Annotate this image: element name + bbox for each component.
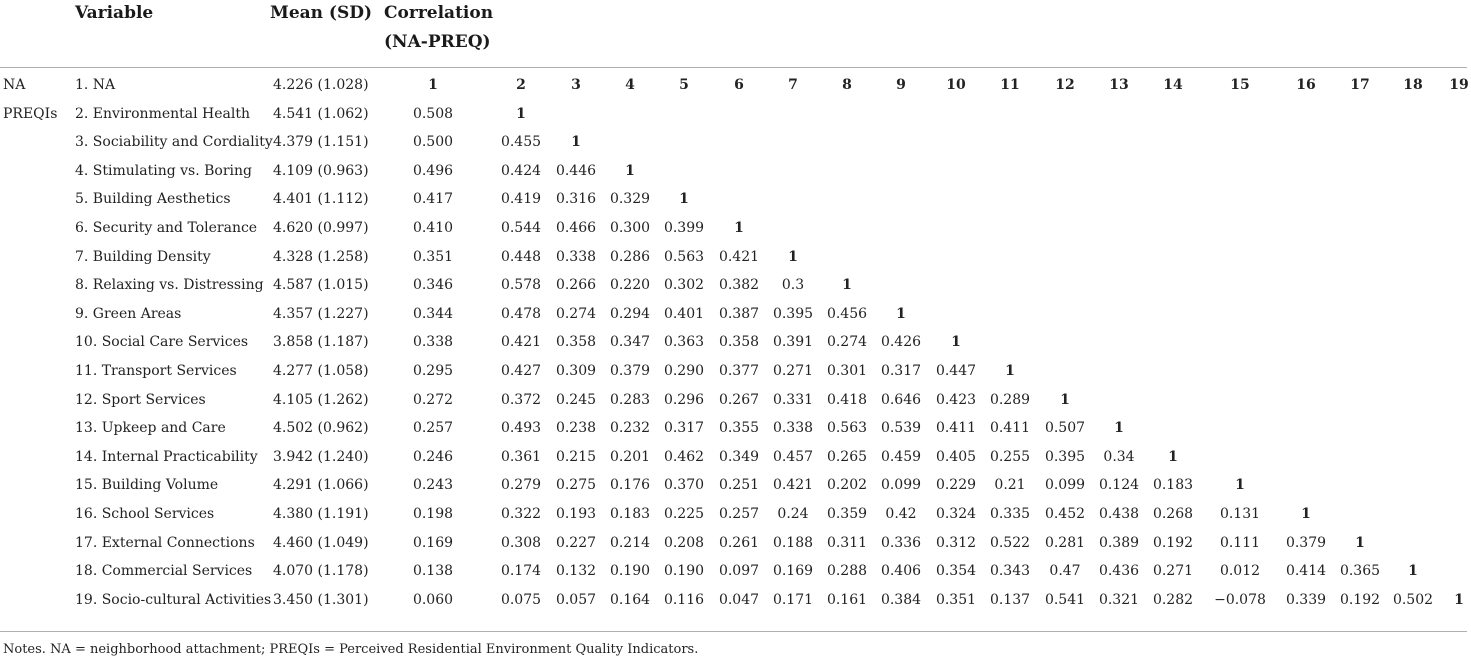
column-number: 11 <box>1000 77 1020 93</box>
correlation-value: 0.361 <box>500 449 542 465</box>
correlation-value: 0.401 <box>663 306 705 322</box>
correlation-value: 0.124 <box>1098 477 1140 493</box>
correlation-value: 0.229 <box>935 477 977 493</box>
row-mean-sd: 4.587 (1.015) <box>273 277 369 293</box>
column-number: 10 <box>946 77 966 93</box>
correlation-value: 0.316 <box>555 191 597 207</box>
row-mean-sd: 3.942 (1.240) <box>273 449 369 465</box>
row-mean-sd: 4.226 (1.028) <box>273 77 369 93</box>
correlation-value: 0.544 <box>500 220 542 236</box>
correlation-value: 0.417 <box>412 191 454 207</box>
correlation-value: 0.176 <box>609 477 651 493</box>
correlation-value: 0.272 <box>412 392 454 408</box>
row-variable-label: 13. Upkeep and Care <box>75 420 226 436</box>
correlation-value: 0.060 <box>412 592 454 608</box>
correlation-value: 0.395 <box>772 306 814 322</box>
correlation-value: 0.116 <box>663 592 705 608</box>
correlation-value: 0.289 <box>989 392 1031 408</box>
correlation-value: 0.220 <box>609 277 651 293</box>
correlation-value: 0.391 <box>772 334 814 350</box>
correlation-value: 0.275 <box>555 477 597 493</box>
column-number: 13 <box>1109 77 1129 93</box>
column-number: 16 <box>1296 77 1316 93</box>
row-variable-label: 17. External Connections <box>75 535 255 551</box>
correlation-value: 0.452 <box>1044 506 1086 522</box>
correlation-value: 0.418 <box>826 392 868 408</box>
correlation-value: 0.190 <box>609 563 651 579</box>
row-mean-sd: 3.450 (1.301) <box>273 592 369 608</box>
diagonal-value: 1 <box>1408 563 1418 579</box>
correlation-value: 0.411 <box>989 420 1031 436</box>
header-divider <box>0 67 1467 68</box>
correlation-value: 0.339 <box>1285 592 1327 608</box>
correlation-value: 0.372 <box>500 392 542 408</box>
correlation-value: 0.192 <box>1152 535 1194 551</box>
correlation-value: 0.336 <box>880 535 922 551</box>
correlation-value: 0.183 <box>1152 477 1194 493</box>
row-mean-sd: 4.357 (1.227) <box>273 306 369 322</box>
row-mean-sd: 4.460 (1.049) <box>273 535 369 551</box>
correlation-value: 0.427 <box>500 363 542 379</box>
row-variable-label: 11. Transport Services <box>75 363 237 379</box>
correlation-value: 0.312 <box>935 535 977 551</box>
correlation-value: 0.243 <box>412 477 454 493</box>
correlation-value: 0.329 <box>609 191 651 207</box>
correlation-value: 0.131 <box>1219 506 1261 522</box>
header-variable: Variable <box>75 3 154 23</box>
correlation-value: 0.281 <box>1044 535 1086 551</box>
diagonal-value: 1 <box>1235 477 1245 493</box>
correlation-value: 0.414 <box>1285 563 1327 579</box>
diagonal-value: 1 <box>516 106 526 122</box>
correlation-value: 0.365 <box>1339 563 1381 579</box>
correlation-value: 0.099 <box>880 477 922 493</box>
diagonal-value: 1 <box>1355 535 1365 551</box>
row-mean-sd: 3.858 (1.187) <box>273 334 369 350</box>
correlation-value: 0.057 <box>555 592 597 608</box>
correlation-value: 0.246 <box>412 449 454 465</box>
correlation-value: 0.138 <box>412 563 454 579</box>
row-variable-label: 8. Relaxing vs. Distressing <box>75 277 264 293</box>
correlation-value: 0.317 <box>880 363 922 379</box>
correlation-value: 0.456 <box>826 306 868 322</box>
correlation-value: 0.522 <box>989 535 1031 551</box>
column-number: 5 <box>679 77 689 93</box>
correlation-value: 0.457 <box>772 449 814 465</box>
correlation-value: 0.462 <box>663 449 705 465</box>
correlation-value: 0.363 <box>663 334 705 350</box>
correlation-value: 0.295 <box>412 363 454 379</box>
correlation-value: 0.436 <box>1098 563 1140 579</box>
correlation-value: 0.379 <box>1285 535 1327 551</box>
correlation-value: 0.343 <box>989 563 1031 579</box>
correlation-value: 0.309 <box>555 363 597 379</box>
correlation-value: 0.421 <box>772 477 814 493</box>
correlation-value: 0.563 <box>663 249 705 265</box>
row-variable-label: 18. Commercial Services <box>75 563 253 579</box>
correlation-value: 0.426 <box>880 334 922 350</box>
column-number: 15 <box>1230 77 1250 93</box>
correlation-value: 0.338 <box>772 420 814 436</box>
diagonal-value: 1 <box>679 191 689 207</box>
correlation-value: 0.097 <box>718 563 760 579</box>
correlation-value: −0.078 <box>1214 592 1266 608</box>
correlation-value: 0.347 <box>609 334 651 350</box>
correlation-value: 0.169 <box>412 535 454 551</box>
correlation-value: 0.215 <box>555 449 597 465</box>
diagonal-value: 1 <box>1114 420 1124 436</box>
correlation-value: 0.395 <box>1044 449 1086 465</box>
diagonal-value: 1 <box>842 277 852 293</box>
row-variable-label: 9. Green Areas <box>75 306 182 322</box>
correlation-value: 0.169 <box>772 563 814 579</box>
row-mean-sd: 4.277 (1.058) <box>273 363 369 379</box>
correlation-value: 0.370 <box>663 477 705 493</box>
row-variable-label: 2. Environmental Health <box>75 106 251 122</box>
correlation-value: 0.384 <box>880 592 922 608</box>
correlation-value: 0.282 <box>1152 592 1194 608</box>
correlation-value: 0.268 <box>1152 506 1194 522</box>
correlation-value: 0.539 <box>880 420 922 436</box>
correlation-value: 0.161 <box>826 592 868 608</box>
correlation-value: 0.496 <box>412 163 454 179</box>
correlation-value: 0.214 <box>609 535 651 551</box>
correlation-value: 0.349 <box>718 449 760 465</box>
column-number: 2 <box>516 77 526 93</box>
column-number: 6 <box>734 77 744 93</box>
correlation-value: 0.271 <box>772 363 814 379</box>
correlation-value: 0.279 <box>500 477 542 493</box>
correlation-value: 0.266 <box>555 277 597 293</box>
correlation-value: 0.446 <box>555 163 597 179</box>
correlation-value: 0.411 <box>935 420 977 436</box>
correlation-value: 0.202 <box>826 477 868 493</box>
correlation-value: 0.508 <box>412 106 454 122</box>
correlation-value: 0.132 <box>555 563 597 579</box>
correlation-value: 0.267 <box>718 392 760 408</box>
diagonal-value: 1 <box>734 220 744 236</box>
correlation-value: 0.257 <box>718 506 760 522</box>
correlation-value: 0.257 <box>412 420 454 436</box>
correlation-value: 0.3 <box>781 277 805 293</box>
correlation-value: 0.308 <box>500 535 542 551</box>
row-variable-label: 15. Building Volume <box>75 477 219 493</box>
column-number: 1 <box>428 77 438 93</box>
correlation-value: 0.34 <box>1103 449 1135 465</box>
correlation-value: 0.424 <box>500 163 542 179</box>
correlation-value: 0.225 <box>663 506 705 522</box>
row-mean-sd: 4.328 (1.258) <box>273 249 369 265</box>
correlation-value: 0.190 <box>663 563 705 579</box>
correlation-value: 0.251 <box>718 477 760 493</box>
diagonal-value: 1 <box>571 134 581 150</box>
correlation-value: 0.193 <box>555 506 597 522</box>
table-notes: Notes. NA = neighborhood attachment; PREQIs = Perceived Residential Environment Quality Indicators. <box>3 642 699 657</box>
row-mean-sd: 4.380 (1.191) <box>273 506 369 522</box>
correlation-value: 0.301 <box>826 363 868 379</box>
row-group-label: NA <box>3 77 26 93</box>
row-mean-sd: 4.541 (1.062) <box>273 106 369 122</box>
correlation-value: 0.344 <box>412 306 454 322</box>
header-correlation-line1: Correlation <box>384 3 494 23</box>
correlation-value: 0.423 <box>935 392 977 408</box>
correlation-value: 0.183 <box>609 506 651 522</box>
correlation-value: 0.466 <box>555 220 597 236</box>
row-mean-sd: 4.379 (1.151) <box>273 134 369 150</box>
correlation-value: 0.387 <box>718 306 760 322</box>
correlation-value: 0.274 <box>555 306 597 322</box>
correlation-value: 0.338 <box>412 334 454 350</box>
correlation-value: 0.358 <box>718 334 760 350</box>
correlation-value: 0.338 <box>555 249 597 265</box>
diagonal-value: 1 <box>896 306 906 322</box>
correlation-value: 0.493 <box>500 420 542 436</box>
column-number: 12 <box>1055 77 1075 93</box>
correlation-value: 0.455 <box>500 134 542 150</box>
correlation-value: 0.459 <box>880 449 922 465</box>
correlation-value: 0.321 <box>1098 592 1140 608</box>
correlation-value: 0.322 <box>500 506 542 522</box>
row-mean-sd: 4.401 (1.112) <box>273 191 369 207</box>
diagonal-value: 1 <box>788 249 798 265</box>
correlation-value: 0.271 <box>1152 563 1194 579</box>
row-mean-sd: 4.502 (0.962) <box>273 420 369 436</box>
correlation-value: 0.255 <box>989 449 1031 465</box>
correlation-value: 0.406 <box>880 563 922 579</box>
header-correlation-line2: (NA-PREQ) <box>384 32 491 52</box>
bottom-divider <box>0 631 1467 632</box>
correlation-value: 0.355 <box>718 420 760 436</box>
correlation-value: 0.171 <box>772 592 814 608</box>
row-variable-label: 5. Building Aesthetics <box>75 191 231 207</box>
row-variable-label: 19. Socio-cultural Activities <box>75 592 272 608</box>
correlation-value: 0.478 <box>500 306 542 322</box>
row-variable-label: 4. Stimulating vs. Boring <box>75 163 253 179</box>
correlation-value: 0.563 <box>826 420 868 436</box>
correlation-value: 0.21 <box>994 477 1026 493</box>
row-variable-label: 6. Security and Tolerance <box>75 220 258 236</box>
diagonal-value: 1 <box>1168 449 1178 465</box>
row-variable-label: 3. Sociability and Cordiality <box>75 134 273 150</box>
correlation-value: 0.448 <box>500 249 542 265</box>
column-number: 18 <box>1403 77 1423 93</box>
row-variable-label: 12. Sport Services <box>75 392 206 408</box>
diagonal-value: 1 <box>951 334 961 350</box>
correlation-value: 0.324 <box>935 506 977 522</box>
correlation-value: 0.265 <box>826 449 868 465</box>
column-number: 3 <box>571 77 581 93</box>
correlation-value: 0.283 <box>609 392 651 408</box>
correlation-value: 0.389 <box>1098 535 1140 551</box>
row-mean-sd: 4.109 (0.963) <box>273 163 369 179</box>
correlation-value: 0.541 <box>1044 592 1086 608</box>
correlation-value: 0.646 <box>880 392 922 408</box>
row-mean-sd: 4.070 (1.178) <box>273 563 369 579</box>
correlation-value: 0.238 <box>555 420 597 436</box>
correlation-value: 0.311 <box>826 535 868 551</box>
correlation-value: 0.047 <box>718 592 760 608</box>
correlation-value: 0.410 <box>412 220 454 236</box>
correlation-value: 0.346 <box>412 277 454 293</box>
correlation-value: 0.012 <box>1219 563 1261 579</box>
correlation-value: 0.201 <box>609 449 651 465</box>
correlation-value: 0.377 <box>718 363 760 379</box>
correlation-value: 0.507 <box>1044 420 1086 436</box>
row-variable-label: 14. Internal Practicability <box>75 449 258 465</box>
column-number: 14 <box>1163 77 1183 93</box>
correlation-value: 0.164 <box>609 592 651 608</box>
correlation-value: 0.399 <box>663 220 705 236</box>
correlation-value: 0.421 <box>718 249 760 265</box>
diagonal-value: 1 <box>1301 506 1311 522</box>
row-variable-label: 10. Social Care Services <box>75 334 249 350</box>
diagonal-value: 1 <box>1005 363 1015 379</box>
column-number: 4 <box>625 77 635 93</box>
correlation-value: 0.192 <box>1339 592 1381 608</box>
correlation-value: 0.47 <box>1049 563 1081 579</box>
correlation-value: 0.274 <box>826 334 868 350</box>
correlation-value: 0.335 <box>989 506 1031 522</box>
correlation-value: 0.421 <box>500 334 542 350</box>
correlation-value: 0.358 <box>555 334 597 350</box>
correlation-value: 0.294 <box>609 306 651 322</box>
correlation-value: 0.317 <box>663 420 705 436</box>
correlation-value: 0.288 <box>826 563 868 579</box>
correlation-value: 0.438 <box>1098 506 1140 522</box>
diagonal-value: 1 <box>625 163 635 179</box>
correlation-value: 0.188 <box>772 535 814 551</box>
correlation-value: 0.578 <box>500 277 542 293</box>
correlation-value: 0.208 <box>663 535 705 551</box>
column-number: 7 <box>788 77 798 93</box>
correlation-value: 0.500 <box>412 134 454 150</box>
correlation-value: 0.174 <box>500 563 542 579</box>
correlation-value: 0.359 <box>826 506 868 522</box>
correlation-value: 0.286 <box>609 249 651 265</box>
correlation-value: 0.382 <box>718 277 760 293</box>
row-mean-sd: 4.291 (1.066) <box>273 477 369 493</box>
correlation-value: 0.227 <box>555 535 597 551</box>
row-mean-sd: 4.105 (1.262) <box>273 392 369 408</box>
correlation-value: 0.331 <box>772 392 814 408</box>
row-group-label: PREQIs <box>3 106 58 122</box>
row-variable-label: 1. NA <box>75 77 116 93</box>
row-variable-label: 16. School Services <box>75 506 215 522</box>
row-mean-sd: 4.620 (0.997) <box>273 220 369 236</box>
correlation-value: 0.302 <box>663 277 705 293</box>
correlation-value: 0.137 <box>989 592 1031 608</box>
correlation-value: 0.379 <box>609 363 651 379</box>
diagonal-value: 1 <box>1060 392 1070 408</box>
correlation-value: 0.075 <box>500 592 542 608</box>
correlation-value: 0.099 <box>1044 477 1086 493</box>
correlation-value: 0.354 <box>935 563 977 579</box>
correlation-value: 0.245 <box>555 392 597 408</box>
correlation-value: 0.232 <box>609 420 651 436</box>
row-variable-label: 7. Building Density <box>75 249 211 265</box>
correlation-value: 0.261 <box>718 535 760 551</box>
correlation-value: 0.290 <box>663 363 705 379</box>
correlation-value: 0.42 <box>885 506 917 522</box>
column-number: 8 <box>842 77 852 93</box>
column-number: 19 <box>1449 77 1469 93</box>
correlation-value: 0.296 <box>663 392 705 408</box>
column-number: 17 <box>1350 77 1370 93</box>
correlation-value: 0.351 <box>412 249 454 265</box>
column-number: 9 <box>896 77 906 93</box>
correlation-value: 0.502 <box>1392 592 1434 608</box>
correlation-value: 0.419 <box>500 191 542 207</box>
correlation-value: 0.405 <box>935 449 977 465</box>
diagonal-value: 1 <box>1454 592 1464 608</box>
correlation-value: 0.300 <box>609 220 651 236</box>
correlation-value: 0.447 <box>935 363 977 379</box>
correlation-value: 0.24 <box>777 506 809 522</box>
correlation-value: 0.351 <box>935 592 977 608</box>
header-mean: Mean (SD) <box>270 3 373 23</box>
correlation-value: 0.198 <box>412 506 454 522</box>
correlation-value: 0.111 <box>1219 535 1261 551</box>
